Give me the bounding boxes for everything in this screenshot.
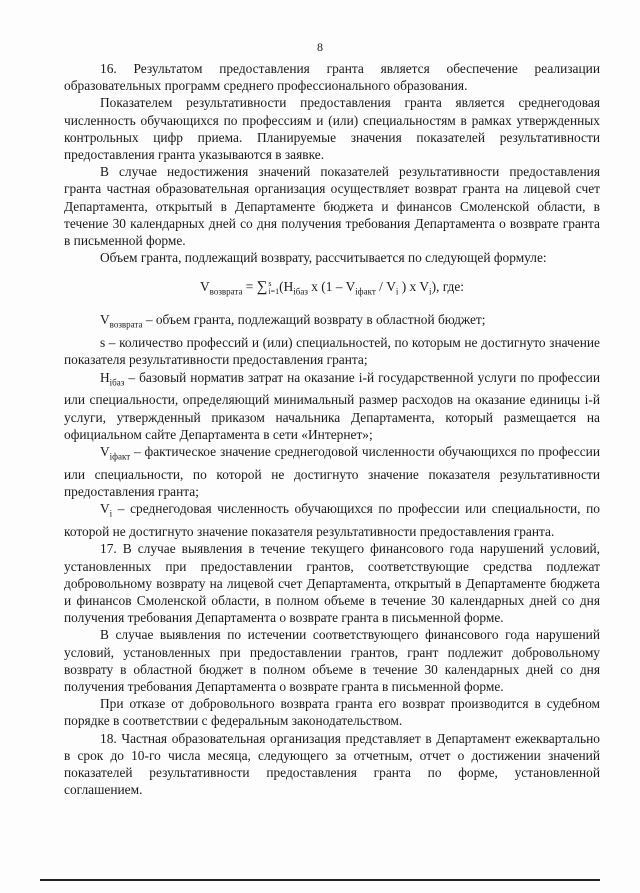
formula-sum-upper: s (268, 279, 272, 289)
def-h-text: – базовый норматив затрат на оказание i-й государственной услуги по профессии или специальности, определяющий минимальный размер расходов на оказание единицы i-й услуги, утвержденный приказом начальника Департамента, который размещается на официальном сайте Департамента в сети «Интернет»; (64, 369, 600, 442)
paragraph-after-year: В случае выявления по истечении соответствующего финансового года нарушений условий, установленных при предоставлении грантов, грант подлежит добровольному возврату в областной бюджет в полном объеме в течение 30 календарных дней со дня получения требования Департамента о возврате гранта в письменной форме. (64, 627, 600, 695)
def-vi-sub: i (109, 509, 113, 520)
def-vf-text: – фактическое значение среднегодовой численности обучающихся по профессии или специальности, по которой не достигнуто значение показателя результативности предоставления гранта; (64, 444, 600, 500)
page-number: 8 (317, 40, 323, 54)
def-vi-text: – среднегодовая численность обучающихся по профессии или специальности, по которой не достигнуто значение показателя результативности предоставления гранта. (64, 501, 600, 540)
formula-lhs-sub: возврата (209, 287, 243, 298)
formula-open: (H (279, 279, 294, 295)
return-formula (64, 278, 600, 301)
def-v-return-sub: возврата (109, 319, 143, 330)
definition-h-base (64, 369, 600, 443)
def-vf-symbol: V (100, 444, 110, 460)
paragraph-18: 18. Частная образовательная организация представляет в Департамент ежеквартально в срок до 10-го числа месяца, следующего за отчетным, отчет о достижении значений показателей результативности предоставления гранта по форме, установленной соглашением. (64, 730, 600, 798)
def-v-return-text: – объем гранта, подлежащий возврату в областной бюджет; (142, 312, 486, 328)
paragraph-failure: В случае недостижения значений показателей результативности предоставления гранта частная образовательная организация осуществляет возврат гранта на лицевой счет Департамента, открытый в Департаменте бюджета и финансов Смоленской области, в течение 30 календарных дней со дня получения требования Департамента о возврате гранта в письменной форме. (64, 164, 600, 249)
formula-close: ), где: (431, 279, 465, 295)
formula-mid3: ) x V (398, 279, 430, 295)
def-v-return-symbol: V (100, 312, 110, 328)
paragraph-17: 17. В случае выявления в течение текущего финансового года нарушений условий, установленных при предоставлении грантов, соответствующие средства подлежат добровольному возврату на лицевой счет Департамента, открытый в Департаменте бюджета и финансов Смоленской области, в полном объеме в течение 30 календарных дней со дня получения требования Департамента о возврате гранта в письменной форме. (64, 541, 600, 626)
formula-vi2-sub: i (429, 287, 432, 298)
formula-mid2: / V (375, 279, 396, 295)
formula-vi-sub: i (395, 287, 399, 298)
formula-sum-limits (268, 280, 279, 296)
formula-mid1: x (1 – V (307, 279, 356, 295)
formula-sum-symbol: ∑ (256, 279, 268, 296)
def-h-symbol: H (100, 369, 110, 385)
definition-v-i (64, 500, 600, 540)
paragraph-indicator: Показателем результативности предоставления гранта является среднегодовая численность обучающихся по профессиям и (или) специальностям в рамках утвержденных контрольных цифр приема. Планируемые значения показателей результативности предоставления гранта указываются в заявке. (64, 95, 600, 163)
paragraph-refusal: При отказе от добровольного возврата гранта его возврат производится в судебном порядке в соответствии с федеральным законодательством. (64, 696, 600, 729)
definition-s: s – количество профессий и (или) специальностей, по которым не достигнуто значение показателя результативности предоставления гранта; (64, 335, 600, 368)
def-vf-sub: iфакт (109, 451, 131, 462)
paragraph-formula-intro: Объем гранта, подлежащий возврату, рассчитывается по следующей формуле: (100, 250, 547, 266)
formula-equals: = (242, 279, 257, 295)
formula-sum-lower: i=1 (268, 287, 280, 297)
definition-v-return (64, 311, 600, 334)
formula-lhs: V (199, 279, 210, 295)
footer-divider (40, 879, 600, 881)
formula-vf-sub: iфакт (355, 287, 376, 298)
def-h-sub: iбаз (109, 377, 125, 388)
paragraph-16: 16. Результатом предоставления гранта является обеспечение реализации образовательных программ среднего профессионального образования. (64, 61, 600, 94)
definition-v-fact (64, 443, 600, 500)
document-body (64, 60, 600, 798)
def-vi-symbol: V (100, 501, 110, 517)
formula-h-sub: iбаз (293, 287, 308, 298)
